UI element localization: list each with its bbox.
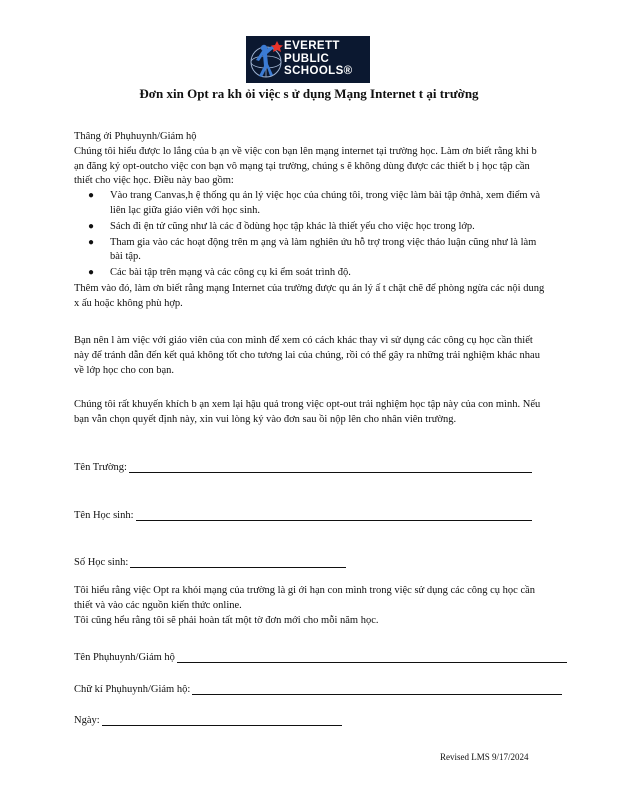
- date-label: Ngày:: [74, 715, 100, 726]
- parent-name-input-line[interactable]: [177, 650, 567, 663]
- acknowledgement-2: Tôi cũng hểu rằng tôi sẽ phải hoàn tất một tờ đơn mới cho mỗi năm học.: [74, 614, 379, 626]
- bullet-icon: ●: [88, 236, 95, 248]
- district-logo: [246, 36, 370, 83]
- network-paragraph: Thêm vào đó, làm ơn biết rằng mạng Internet của trường được qu ản lý ấ t chặt chẽ để phòng ngừa các nội dung x ấu hoặc không phù hợp.: [74, 282, 545, 309]
- teacher-paragraph: Bạn nên l àm việc với giáo viên của con mình để xem có cách khác thay vì sử dụng các công cụ học cần thiết này để tránh dẫn đến kết quả không tốt cho tương lai của chúng, rồi có thể gây ra những trải nghiệm khác nhau về lớp học cho con bạn.: [74, 335, 540, 376]
- logo-line-3: SCHOOLS®: [284, 65, 353, 77]
- consequence-paragraph: Chúng tôi rất khuyến khích b ạn xem lại hậu quả trong việc opt-out trải nghiệm học tập này của con mình. Nếu bạn vẫn chọn quyết định này, xin vui lòng ký vào đơn sau ồi nộp lên cho nhân viên trường.: [74, 399, 541, 425]
- student-name-label: Tên Học sinh:: [74, 510, 134, 521]
- date-input-line[interactable]: [102, 713, 342, 726]
- list-item: [74, 189, 549, 219]
- logo-line-1: EVERETT: [284, 40, 340, 52]
- bullet-icon: ●: [88, 190, 95, 202]
- acknowledgement: [74, 584, 549, 628]
- list-item-text: Sách đi ện tử cũng như là các đ ồdùng học tập khác là thiết yếu cho việc học trong lớp.: [110, 220, 475, 232]
- list-item-text: Tham gia vào các hoạt động trên m ạng và làm nghiên ứu hỗ trợ trong việc thảo luận cũng như là làm bài tập.: [110, 236, 537, 263]
- date-field: [74, 713, 342, 726]
- list-item: [74, 220, 549, 235]
- student-number-field: [74, 555, 346, 568]
- bullet-icon: ●: [88, 267, 95, 279]
- acknowledgement-1: Tôi hiểu rằng việc Opt ra khỏi mạng của trường là gi ới hạn con mình trong việc sử dụng các công cụ học cần thiết và vào các nguồn kiến thức online.: [74, 585, 536, 611]
- parent-name-field: [74, 650, 567, 663]
- parent-name-label: Tên Phụhuynh/Giám hộ: [74, 652, 175, 663]
- parent-signature-label: Chữ kí Phụhuynh/Giám hộ:: [74, 684, 191, 695]
- letter-body: [74, 130, 549, 312]
- bullet-icon: ●: [88, 220, 95, 232]
- bullet-list: [74, 189, 549, 281]
- list-item-text: Vào trang Canvas,h ệ thống qu ản lý việc học của chúng tôi, trong việc làm bài tập ởnhà, xem điểm và liên lạc giữa giáo viên với học sinh.: [110, 190, 541, 216]
- student-number-label: Số Học sinh:: [74, 557, 129, 568]
- school-field: [74, 460, 532, 473]
- parent-signature-input-line[interactable]: [192, 682, 562, 695]
- intro-paragraph: Chúng tôi hiểu được lo lắng của b ạn về việc con bạn lên mạng internet tại trường học. Làm ơn biết rằng khi b ạn đăng ký opt-outcho việc con bạn vô mạng tại trường, chúng s ẽ không dùng được các thiết b ị học tập cần thiết cho việc học. Điều này bao gồm:: [74, 145, 537, 187]
- list-item-text: Các bài tập trên mạng và các công cụ ki ểm soát trình độ.: [110, 267, 351, 279]
- list-item: [74, 236, 549, 266]
- parent-signature-field: [74, 682, 562, 695]
- school-label: Tên Trường:: [74, 462, 127, 473]
- student-name-input-line[interactable]: [136, 508, 532, 521]
- revision-note: Revised LMS 9/17/2024: [440, 752, 529, 762]
- logo-line-2: PUBLIC: [284, 52, 330, 65]
- form-title: Đơn xin Opt ra kh ỏi việc s ử dụng Mạng Internet t ại trường: [139, 86, 479, 101]
- greeting: Thâng ởi Phụhuynh/Giám hộ: [74, 131, 197, 142]
- student-name-field: [74, 508, 532, 521]
- school-input-line[interactable]: [129, 460, 532, 473]
- list-item: [74, 266, 549, 281]
- student-number-input-line[interactable]: [130, 555, 346, 568]
